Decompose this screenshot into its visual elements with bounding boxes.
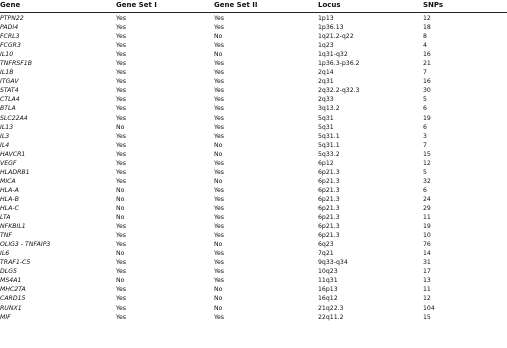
cell-snps: 12 <box>423 159 431 167</box>
cell-gene-set-2: Yes <box>214 168 224 176</box>
cell-locus: 5q31.1 <box>318 132 340 140</box>
cell-gene: IL13 <box>0 123 14 131</box>
cell-snps: 30 <box>423 87 431 95</box>
table-body <box>0 14 507 322</box>
cell-gene-set-1: Yes <box>116 313 126 321</box>
cell-gene-set-2: Yes <box>214 87 224 95</box>
cell-locus: 7q21 <box>318 250 334 258</box>
cell-gene-set-2: No <box>214 33 223 41</box>
cell-gene-set-2: Yes <box>214 186 224 194</box>
table-row <box>0 294 507 303</box>
cell-locus: 6p12 <box>318 159 334 167</box>
cell-locus: 11q31 <box>318 277 338 285</box>
cell-snps: 11 <box>423 214 431 222</box>
cell-locus: 2q32.2-q32.3 <box>318 87 360 95</box>
cell-gene-set-2: Yes <box>214 123 224 131</box>
header-snps: SNPs <box>423 1 444 9</box>
cell-locus: 5q31 <box>318 114 334 122</box>
table-row <box>0 304 507 313</box>
table-row <box>0 285 507 294</box>
cell-locus: 16q12 <box>318 295 338 303</box>
cell-gene: IL6 <box>0 250 10 258</box>
cell-gene: DLG5 <box>0 268 17 276</box>
cell-snps: 104 <box>423 304 435 312</box>
cell-locus: 6p21.3 <box>318 168 340 176</box>
cell-gene-set-1: Yes <box>116 60 126 68</box>
cell-gene-set-1: Yes <box>116 295 126 303</box>
table-row <box>0 104 507 113</box>
cell-locus: 6p21.3 <box>318 223 340 231</box>
cell-locus: 10q23 <box>318 268 338 276</box>
table-row <box>0 132 507 141</box>
cell-locus: 2q31 <box>318 78 334 86</box>
table-row <box>0 195 507 204</box>
cell-locus: 6p21.3 <box>318 214 340 222</box>
cell-gene-set-2: Yes <box>214 78 224 86</box>
cell-locus: 1q21.2-q22 <box>318 33 354 41</box>
cell-gene-set-2: Yes <box>214 114 224 122</box>
table-row <box>0 59 507 68</box>
cell-snps: 6 <box>423 105 427 113</box>
cell-snps: 15 <box>423 313 431 321</box>
cell-gene: BTLA <box>0 105 16 113</box>
cell-gene-set-2: No <box>214 295 223 303</box>
cell-snps: 29 <box>423 204 431 212</box>
cell-gene-set-1: Yes <box>116 177 126 185</box>
cell-gene-set-1: Yes <box>116 286 126 294</box>
cell-gene-set-1: Yes <box>116 105 126 113</box>
cell-locus: 22q11.2 <box>318 313 344 321</box>
cell-gene: HAVCR1 <box>0 150 26 158</box>
cell-gene-set-2: No <box>214 286 223 294</box>
cell-gene-set-1: Yes <box>116 132 126 140</box>
cell-snps: 12 <box>423 295 431 303</box>
cell-gene-set-2: Yes <box>214 268 224 276</box>
cell-gene-set-2: Yes <box>214 69 224 77</box>
table-row <box>0 168 507 177</box>
cell-snps: 24 <box>423 195 431 203</box>
cell-gene-set-2: No <box>214 150 223 158</box>
cell-gene-set-1: Yes <box>116 141 126 149</box>
cell-snps: 3 <box>423 132 427 140</box>
cell-snps: 12 <box>423 15 431 22</box>
table-row <box>0 222 507 231</box>
table-row <box>0 114 507 123</box>
cell-locus: 6p21.3 <box>318 177 340 185</box>
cell-gene: STAT4 <box>0 87 19 95</box>
cell-snps: 14 <box>423 250 431 258</box>
cell-locus: 16p13 <box>318 286 338 294</box>
table-row <box>0 68 507 77</box>
cell-snps: 8 <box>423 33 427 41</box>
cell-gene: MICA <box>0 177 16 185</box>
cell-snps: 6 <box>423 123 427 131</box>
cell-gene-set-1: Yes <box>116 87 126 95</box>
table-row <box>0 313 507 322</box>
cell-gene-set-1: No <box>116 214 125 222</box>
table-row <box>0 258 507 267</box>
table-row <box>0 249 507 258</box>
table-row <box>0 186 507 195</box>
cell-locus: 6q23 <box>318 241 334 249</box>
cell-gene: PTPN22 <box>0 15 24 22</box>
table-row <box>0 50 507 59</box>
table-row <box>0 204 507 213</box>
table-row <box>0 41 507 50</box>
cell-gene-set-2: Yes <box>214 105 224 113</box>
table-row <box>0 159 507 168</box>
cell-locus: 2q33 <box>318 96 334 104</box>
cell-gene: TRAF1-C5 <box>0 259 31 267</box>
cell-gene-set-2: Yes <box>214 132 224 140</box>
cell-gene-set-1: No <box>116 186 125 194</box>
cell-gene: FCGR3 <box>0 42 21 50</box>
table-row <box>0 95 507 104</box>
table-row <box>0 77 507 86</box>
header-gene: Gene <box>0 1 21 9</box>
cell-gene: NFKBIL1 <box>0 223 26 231</box>
cell-locus: 9q33-q34 <box>318 259 348 267</box>
cell-gene: TNF <box>0 232 12 240</box>
cell-snps: 5 <box>423 168 427 176</box>
cell-gene: VEGF <box>0 159 17 167</box>
cell-gene-set-1: Yes <box>116 304 126 312</box>
table-row <box>0 123 507 132</box>
cell-snps: 19 <box>423 223 431 231</box>
cell-snps: 10 <box>423 232 431 240</box>
cell-gene-set-2: Yes <box>214 195 224 203</box>
cell-gene: MHC2TA <box>0 286 26 294</box>
cell-snps: 31 <box>423 259 431 267</box>
table-row <box>0 267 507 276</box>
cell-snps: 13 <box>423 277 431 285</box>
header-gene-set-2: Gene Set II <box>214 1 258 9</box>
cell-gene: PADI4 <box>0 24 19 32</box>
cell-gene-set-2: Yes <box>214 204 224 212</box>
cell-snps: 76 <box>423 241 431 249</box>
cell-gene: HLA-B <box>0 195 19 203</box>
cell-gene-set-1: Yes <box>116 96 126 104</box>
cell-gene-set-1: Yes <box>116 241 126 249</box>
cell-locus: 3q13.2 <box>318 105 340 113</box>
cell-locus: 6p21.3 <box>318 195 340 203</box>
table-row <box>0 213 507 222</box>
cell-gene-set-1: Yes <box>116 168 126 176</box>
cell-gene-set-1: No <box>116 277 125 285</box>
table-row <box>0 141 507 150</box>
header-gene-set-1: Gene Set I <box>116 1 157 9</box>
cell-snps: 17 <box>423 268 431 276</box>
cell-gene: TNFRSF1B <box>0 60 32 68</box>
cell-gene: IL3 <box>0 132 10 140</box>
cell-gene-set-2: Yes <box>214 42 224 50</box>
cell-snps: 7 <box>423 69 427 77</box>
cell-gene-set-2: No <box>214 241 223 249</box>
cell-locus: 5q31.1 <box>318 141 340 149</box>
table-row <box>0 23 507 32</box>
cell-gene-set-1: Yes <box>116 159 126 167</box>
cell-gene-set-2: Yes <box>214 24 224 32</box>
cell-gene-set-1: Yes <box>116 268 126 276</box>
cell-snps: 11 <box>423 286 431 294</box>
cell-locus: 1p36.13 <box>318 24 344 32</box>
cell-gene-set-2: No <box>214 177 223 185</box>
cell-gene-set-2: No <box>214 304 223 312</box>
table-row <box>0 86 507 95</box>
cell-locus: 1p13 <box>318 15 334 22</box>
cell-gene: IL4 <box>0 141 10 149</box>
cell-gene-set-2: Yes <box>214 250 224 258</box>
cell-gene-set-1: No <box>116 250 125 258</box>
cell-gene-set-1: No <box>116 195 125 203</box>
cell-gene-set-1: Yes <box>116 223 126 231</box>
cell-gene: HLA-C <box>0 204 19 212</box>
cell-gene: OLIG3 - TNFAIP3 <box>0 241 51 249</box>
cell-gene-set-2: Yes <box>214 313 224 321</box>
cell-gene: ITGAV <box>0 78 19 86</box>
cell-snps: 15 <box>423 150 431 158</box>
cell-gene: CTLA4 <box>0 96 20 104</box>
cell-gene: IL10 <box>0 51 14 59</box>
cell-locus: 6p21.3 <box>318 232 340 240</box>
table-row <box>0 231 507 240</box>
cell-gene-set-2: Yes <box>214 96 224 104</box>
table-row <box>0 240 507 249</box>
cell-gene-set-2: Yes <box>214 277 224 285</box>
table-row <box>0 14 507 23</box>
cell-gene-set-1: Yes <box>116 69 126 77</box>
cell-gene-set-1: No <box>116 204 125 212</box>
cell-locus: 1q23 <box>318 42 334 50</box>
header-divider <box>0 12 507 13</box>
cell-gene-set-2: Yes <box>214 159 224 167</box>
cell-gene-set-2: Yes <box>214 223 224 231</box>
cell-gene-set-2: Yes <box>214 232 224 240</box>
cell-gene-set-1: Yes <box>116 42 126 50</box>
cell-gene: LTA <box>0 214 11 222</box>
cell-snps: 6 <box>423 186 427 194</box>
cell-gene-set-1: Yes <box>116 24 126 32</box>
cell-gene-set-1: Yes <box>116 150 126 158</box>
cell-locus: 1q31-q32 <box>318 51 348 59</box>
cell-gene: RUNX1 <box>0 304 22 312</box>
cell-locus: 6p21.3 <box>318 186 340 194</box>
cell-gene-set-1: Yes <box>116 15 126 22</box>
cell-locus: 5q33.2 <box>318 150 340 158</box>
cell-gene-set-2: No <box>214 141 223 149</box>
cell-snps: 19 <box>423 114 431 122</box>
cell-gene: HLA-A <box>0 186 19 194</box>
cell-gene: FCRL3 <box>0 33 20 41</box>
table-row <box>0 276 507 285</box>
cell-gene-set-1: Yes <box>116 33 126 41</box>
cell-snps: 5 <box>423 96 427 104</box>
header-locus: Locus <box>318 1 341 9</box>
cell-gene-set-2: Yes <box>214 60 224 68</box>
cell-snps: 16 <box>423 51 431 59</box>
cell-gene: IL1B <box>0 69 14 77</box>
cell-locus: 6p21.3 <box>318 204 340 212</box>
cell-snps: 4 <box>423 42 427 50</box>
cell-gene-set-1: Yes <box>116 78 126 86</box>
cell-gene-set-1: No <box>116 123 125 131</box>
cell-snps: 18 <box>423 24 431 32</box>
cell-locus: 2q14 <box>318 69 334 77</box>
cell-locus: 21q22.3 <box>318 304 344 312</box>
cell-gene-set-1: Yes <box>116 232 126 240</box>
table-row <box>0 150 507 159</box>
cell-gene: HLADRB1 <box>0 168 30 176</box>
cell-gene-set-2: No <box>214 51 223 59</box>
table-row <box>0 32 507 41</box>
cell-gene-set-1: Yes <box>116 51 126 59</box>
cell-snps: 16 <box>423 78 431 86</box>
cell-gene: CARD15 <box>0 295 26 303</box>
cell-gene: MIF <box>0 313 11 321</box>
cell-gene-set-2: Yes <box>214 214 224 222</box>
cell-gene-set-2: Yes <box>214 259 224 267</box>
cell-snps: 7 <box>423 141 427 149</box>
table-header <box>0 0 507 11</box>
cell-gene-set-1: Yes <box>116 259 126 267</box>
cell-gene-set-1: Yes <box>116 114 126 122</box>
cell-gene: SLC22A4 <box>0 114 28 122</box>
cell-gene-set-2: Yes <box>214 15 224 22</box>
cell-gene: MS4A1 <box>0 277 22 285</box>
cell-snps: 32 <box>423 177 431 185</box>
cell-locus: 1p36.3-p36.2 <box>318 60 360 68</box>
cell-locus: 5q31 <box>318 123 334 131</box>
table-row <box>0 177 507 186</box>
cell-snps: 21 <box>423 60 431 68</box>
